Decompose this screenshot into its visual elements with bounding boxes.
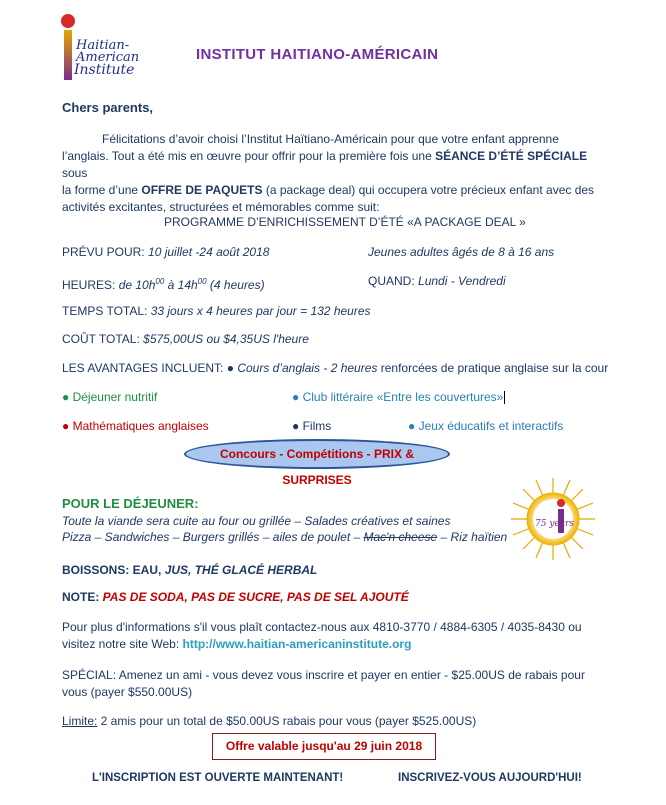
sun-icon: [505, 476, 601, 562]
avantage-maths: [62, 418, 209, 435]
jeux-label: Jeux éducatifs et interactifs: [418, 419, 564, 433]
avantage-italic: Cours d’anglais - 2 heures: [237, 361, 378, 375]
prevu-label: PRÉVU POUR:: [62, 245, 145, 259]
footer-left: L'INSCRIPTION EST OUVERTE MAINTENANT!: [92, 772, 344, 784]
contact-line1: Pour plus d'informations s'il vous plaît contactez-nous aux 4810-3770 / 4884-6305 / 4035-8430 ou: [62, 620, 582, 634]
avantage-jeux: [408, 418, 563, 435]
note-value: PAS DE SODA, PAS DE SUCRE, PAS DE SEL AJOUTÉ: [102, 590, 409, 604]
lunch-text: – Riz haïtien: [437, 530, 508, 544]
bullet-icon: ●: [292, 419, 300, 433]
program-heading: PROGRAMME D’ENRICHISSEMENT D’ÉTÉ «A PACKAGE DEAL »: [164, 215, 526, 229]
avantages-label: LES AVANTAGES INCLUENT:: [62, 361, 224, 375]
intro-text: l’anglais. Tout a été mis en œuvre pour offrir pour la première fois une: [62, 149, 436, 163]
maths-label: Mathématiques anglaises: [72, 419, 209, 433]
offer-box: Offre valable jusqu'au 29 juin 2018: [212, 733, 436, 760]
limite-row: [62, 713, 476, 730]
special-line2: vous (payer $550.00US): [62, 685, 193, 699]
concours-ellipse: Concours - Compétitions - PRIX & SURPRISES: [184, 439, 450, 469]
intro-line2: [62, 148, 602, 182]
greeting: Chers parents,: [62, 100, 154, 115]
cout-label: COÛT TOTAL:: [62, 332, 140, 346]
lunch-line2: [62, 529, 507, 546]
quand-value: Lundi - Vendredi: [418, 274, 506, 288]
heures-row: [62, 273, 265, 294]
special-block: [62, 667, 622, 701]
ages-text: Jeunes adultes âgés de 8 à 16 ans: [368, 245, 555, 259]
avantage-dejeuner: [62, 389, 157, 406]
bullet-icon: ●: [226, 361, 234, 375]
boissons-label: BOISSONS: EAU,: [62, 563, 165, 577]
lunch-text: Pizza – Sandwiches – Burgers grillés – ailes de poulet –: [62, 530, 364, 544]
website-link[interactable]: http://www.haitian-americaninstitute.org: [182, 637, 412, 651]
intro-text: (a package deal) qui occupera votre précieux enfant avec des: [262, 183, 595, 197]
special-line1: SPÉCIAL: Amenez un ami - vous devez vous inscrire et payer en entier - $25.00US de rabais pour: [62, 668, 585, 682]
contact-text: visitez notre site Web:: [62, 637, 183, 651]
logo-text-line3: Institute: [74, 62, 135, 78]
limite-value: 2 amis pour un total de $50.00US rabais pour vous (payer $525.00US): [97, 714, 477, 728]
bullet-icon: ●: [62, 419, 70, 433]
temps-value: 33 jours x 4 heures par jour = 132 heures: [150, 304, 371, 318]
heures-sup: 00: [155, 277, 165, 286]
text-cursor-icon: [504, 391, 505, 404]
logo-text-line1: Haitian-: [76, 38, 130, 53]
intro-line1: Félicitations d’avoir choisi l’Institut Haïtiano-Américain pour que votre enfant apprenne: [102, 132, 559, 146]
footer-right: INSCRIVEZ-VOUS AUJOURD'HUI!: [398, 772, 582, 784]
heures-part: de 10h: [118, 278, 156, 292]
intro-line3: [62, 182, 602, 199]
intro-highlight: OFFRE DE PAQUETS: [141, 183, 263, 197]
temps-row: [62, 303, 371, 320]
avantage-rest: renforcées de pratique anglaise sur la cour: [377, 361, 609, 375]
intro-line4: activités excitantes, structurées et mémorables comme suit:: [62, 200, 380, 214]
avantage-films: [292, 418, 331, 435]
institute-logo: [58, 12, 160, 82]
logo-red-dot: [61, 14, 75, 28]
quand-row: [368, 273, 506, 290]
heures-value: [119, 278, 265, 292]
heures-part: (4 heures): [206, 278, 265, 292]
avantages-row: [62, 360, 608, 377]
bullet-icon: ●: [292, 390, 300, 404]
limite-label: Limite:: [62, 714, 98, 728]
dejeuner-label: Déjeuner nutritif: [72, 390, 158, 404]
anniversary-sun-logo: [505, 476, 601, 562]
lunch-strike-text: Mac'n cheese: [363, 530, 438, 544]
logo-gradient-bar: [64, 30, 72, 80]
intro-highlight: SÉANCE D’ÉTÉ SPÉCIALE: [435, 149, 588, 163]
cout-value: $575,00US ou $4,35US l'heure: [143, 332, 309, 346]
heures-part: à 14h: [164, 278, 198, 292]
boissons-row: [62, 562, 317, 579]
cout-row: [62, 331, 309, 348]
page-title: INSTITUT HAITIANO-AMÉRICAIN: [196, 46, 439, 63]
intro-paragraph: [62, 131, 602, 216]
bullet-icon: ●: [62, 390, 70, 404]
contact-line2: [62, 636, 622, 653]
films-label: Films: [302, 419, 332, 433]
quand-label: QUAND:: [368, 274, 415, 288]
heures-label: HEURES:: [62, 278, 116, 292]
lunch-heading: POUR LE DÉJEUNER:: [62, 496, 199, 511]
temps-label: TEMPS TOTAL:: [62, 304, 148, 318]
lunch-line1: Toute la viande sera cuite au four ou grillée – Salades créatives et saines: [62, 514, 451, 528]
note-row: [62, 589, 409, 606]
intro-text: la forme d’une: [62, 183, 142, 197]
badge-text: 75 years: [535, 519, 575, 529]
avantage-club: [292, 389, 505, 406]
heures-sup: 00: [197, 277, 207, 286]
logo-text-line2: American: [76, 50, 140, 65]
note-label: NOTE:: [62, 590, 103, 604]
intro-text: sous: [62, 166, 88, 180]
boissons-value: JUS, THÉ GLACÉ HERBAL: [164, 563, 318, 577]
contact-block: [62, 619, 622, 653]
prevu-row: [62, 244, 269, 261]
prevu-value: 10 juillet -24 août 2018: [148, 245, 270, 259]
bullet-icon: ●: [408, 419, 416, 433]
club-label: Club littéraire «Entre les couvertures»: [302, 390, 504, 404]
